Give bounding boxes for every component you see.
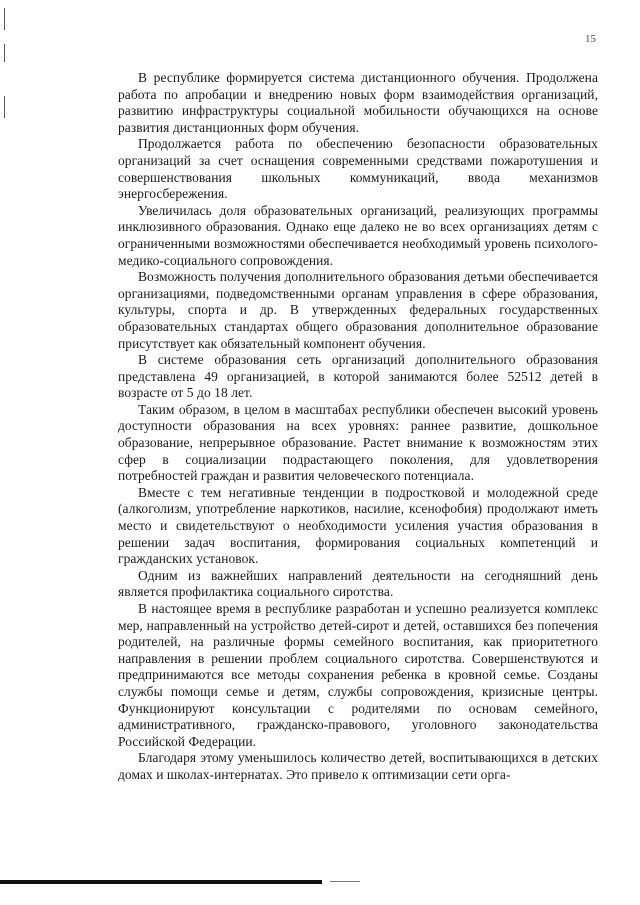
paragraph-additional-education: Возможность получения дополнительного образования детьми обеспечивается организациями, подведомственными органам управления в сфере образования, культуры, спорта и др. В утвержденных федеральных государственных образовательных стандартах общего образования дополнительное образование присутствует как обязательный компонент обучения. — [118, 269, 598, 351]
page-number: 15 — [585, 33, 596, 45]
paragraph-negative-trends: Вместе с тем негативные тенденции в подростковой и молодежной среде (алкоголизм, употребление наркотиков, насилие, ксенофобия) продолжают иметь место и свидетельствуют о необходимости усиления участия образования в решении задач воспитания, формирования социальных компетенций и гражданских установок. — [118, 484, 598, 567]
paragraph-inclusive-education: Увеличилась доля образовательных организаций, реализующих программы инклюзивного образования. Однако еще далеко не во всех организациях детям с ограниченными возможностями обеспечивается необходимый уровень психолого-медико-социального сопровождения. — [118, 202, 598, 268]
paragraph-safety: Продолжается работа по обеспечению безопасности образовательных организаций за счет оснащения современными средствами пожаротушения и совершенствования школьных коммуникаций, ввода механизмов энергосбережения. — [118, 136, 598, 202]
scan-bottom-dash — [330, 881, 360, 882]
scan-edge-mark-middle — [4, 44, 5, 62]
paragraph-orphanhood-prevention: Одним из важнейших направлений деятельности на сегодняшний день является профилактика социального сиротства. — [118, 567, 598, 600]
paragraph-measures: В настоящее время в республике разработан и успешно реализуется комплекс мер, направленный на устройство детей-сирот и детей, оставшихся без попечения родителей, на различные формы семейного воспитания, как приоритетного направления в решении проблем социального сиротства. Совершенствуются и предпринимаются все методы сохранения ребенка в кровной семье. Созданы службы помощи семье и детям, службы сопровождения, кризисные центры. Функционируют консультации с родителями по основам семейного, административного, гражданско-правового, уголовного законодательства Российской Федерации. — [118, 601, 598, 749]
scan-edge-mark-top — [4, 8, 5, 30]
paragraph-distance-learning: В республике формируется система дистанционного обучения. Продолжена работа по апробации и внедрению новых форм взаимодействия организаций, развитию инфраструктуры социальной мобильности обучающихся на основе развития дистанционных форм обучения. — [118, 70, 598, 135]
scan-edge-mark-lower — [4, 96, 5, 118]
paragraph-accessibility: Таким образом, в целом в масштабах республики обеспечен высокий уровень доступности образования на всех уровнях: раннее развитие, дошкольное образование, непрерывное образование. Растет внимание к возможностям этих сфер в социализации подрастающего поколения, для удовлетворения потребностей граждан и развития человеческого потенциала. — [118, 401, 598, 484]
paragraph-organizations-count: В системе образования сеть организаций дополнительного образования представлена 49 организацией, в которой занимаются более 52512 детей в возрасте от 5 до 18 лет. — [118, 352, 598, 401]
document-body — [118, 70, 598, 784]
scan-bottom-bar — [0, 880, 322, 884]
paragraph-results: Благодаря этому уменьшилось количество детей, воспитывающихся в детских домах и школах-интернатах. Это привело к оптимизации сети орга- — [118, 750, 598, 782]
